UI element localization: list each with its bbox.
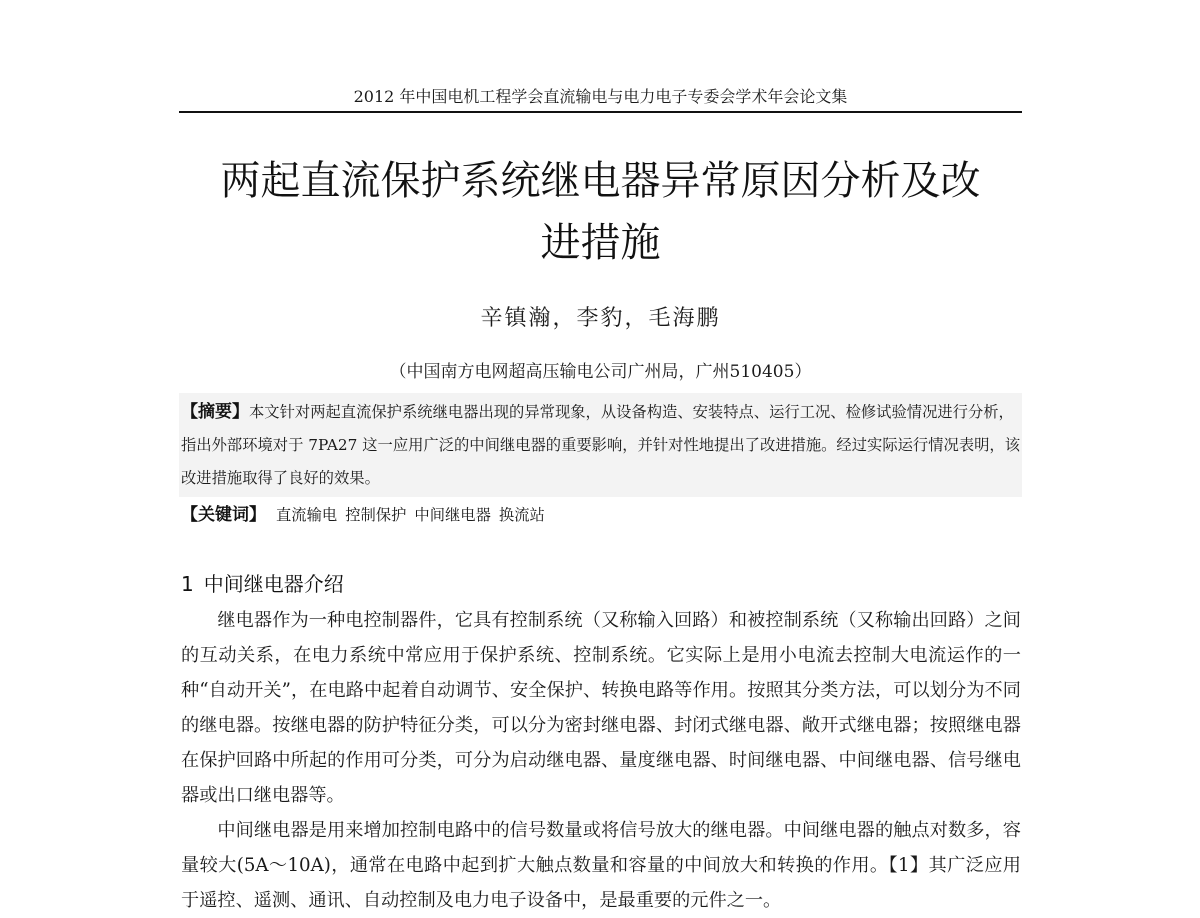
running-header: 2012 年中国电机工程学会直流输电与电力电子专委会学术年会论文集: [353, 87, 848, 106]
paper-title-line-2: 进措施: [540, 220, 661, 266]
keywords-label: 【关键词】: [181, 505, 266, 525]
author-list: 辛镇瀚，李豹，毛海鹏: [480, 306, 721, 331]
author-affiliation: （中国南方电网超高压输电公司广州局，广州510405）: [389, 362, 812, 382]
keyword-item: 中间继电器: [414, 506, 491, 524]
paper-title-line-1: 两起直流保护系统继电器异常原因分析及改: [220, 158, 981, 204]
keyword-item: 控制保护: [345, 506, 407, 524]
section-number: 1: [181, 572, 194, 596]
body-paragraph: 中间继电器是用来增加控制电路中的信号数量或将信号放大的继电器。中间继电器的触点对数多，容量较大(5A～10A)，通常在电路中起到扩大触点数量和容量的中间放大和转换的作用。【1】其广泛应用于遥控、遥测、通讯、自动控制及电力电子设备中，是最重要的元件之一。: [181, 820, 1021, 911]
section-body: [181, 603, 1021, 918]
body-paragraph: 继电器作为一种电控制器件，它具有控制系统（又称输入回路）和被控制系统（又称输出回路）之间的互动关系，在电力系统中常应用于保护系统、控制系统。它实际上是用小电流去控制大电流运作的一种“自动开关”，在电路中起着自动调节、安全保护、转换电路等作用。按照其分类方法，可以划分为不同的继电器。按继电器的防护特征分类，可以分为密封继电器、封闭式继电器、敞开式继电器；按照继电器在保护回路中所起的作用可分类，可分为启动继电器、量度继电器、时间继电器、中间继电器、信号继电器或出口继电器等。: [181, 610, 1021, 806]
keyword-item: 换流站: [498, 506, 545, 524]
section-heading: [181, 568, 1021, 600]
abstract-label: 【摘要】: [181, 402, 249, 422]
paper-title: [179, 150, 1022, 274]
header-rule: [179, 111, 1022, 113]
keywords: [181, 502, 1021, 528]
keyword-item: 直流输电: [276, 506, 338, 524]
abstract-text: 本文针对两起直流保护系统继电器出现的异常现象，从设备构造、安装特点、运行工况、检修试验情况进行分析，指出外部环境对于 7PA27 这一应用广泛的中间继电器的重要影响，并针对性地提出了改进措施。经过实际运行情况表明，该改进措施取得了良好的效果。: [181, 403, 1021, 487]
abstract: [181, 396, 1021, 495]
section-title: 中间继电器介绍: [203, 572, 344, 596]
